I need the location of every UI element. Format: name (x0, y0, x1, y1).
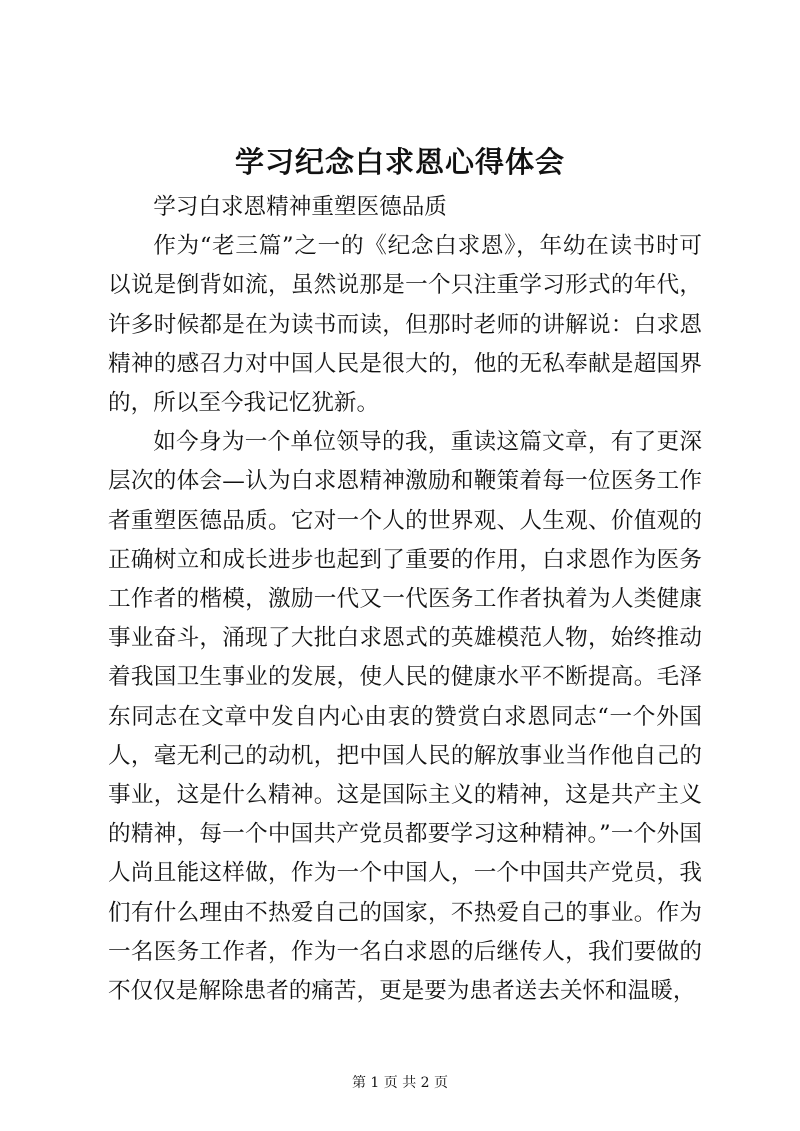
subtitle-paragraph: 学习白求恩精神重塑医德品质 (153, 194, 447, 220)
document-body (108, 188, 702, 1011)
document-title: 学习纪念白求恩心得体会 (234, 145, 565, 179)
page-footer: 第 1 页 共 2 页 (351, 1075, 449, 1091)
body-paragraph: 作为“老三篇”之一的《纪念白求恩》，年幼在读书时可以说是倒背如流，虽然说那是一个只注重学习形式的年代，许多时候都是在为读书而读，但那时老师的讲解说：白求恩精神的感召力对中国人民是很大的，他的无私奉献是超国界的，所以至今我记忆犹新。 (108, 233, 702, 417)
body-paragraph: 如今身为一个单位领导的我，重读这篇文章，有了更深层次的体会—认为白求恩精神激励和鞭策着每一位医务工作者重塑医德品质。它对一个人的世界观、人生观、价值观的正确树立和成长进步也起到了重要的作用，白求恩作为医务工作者的楷模，激励一代又一代医务工作者执着为人类健康事业奋斗，涌现了大批白求恩式的英雄模范人物，始终推动着我国卫生事业的发展，使人民的健康水平不断提高。毛泽东同志在文章中发自内心由衷的赞赏白求恩同志“一个外国人，毫无利己的动机，把中国人民的解放事业当作他自己的事业，这是什么精神。这是国际主义的精神，这是共产主义的精神，每一个中国共产党员都要学习这种精神。”一个外国人尚且能这样做，作为一个中国人，一个中国共产党员，我们有什么理由不热爱自己的国家，不热爱自己的事业。作为一名医务工作者，作为一名白求恩的后继传人，我们要做的不仅仅是解除患者的痛苦，更是要为患者送去关怀和温暖， (108, 429, 702, 1005)
